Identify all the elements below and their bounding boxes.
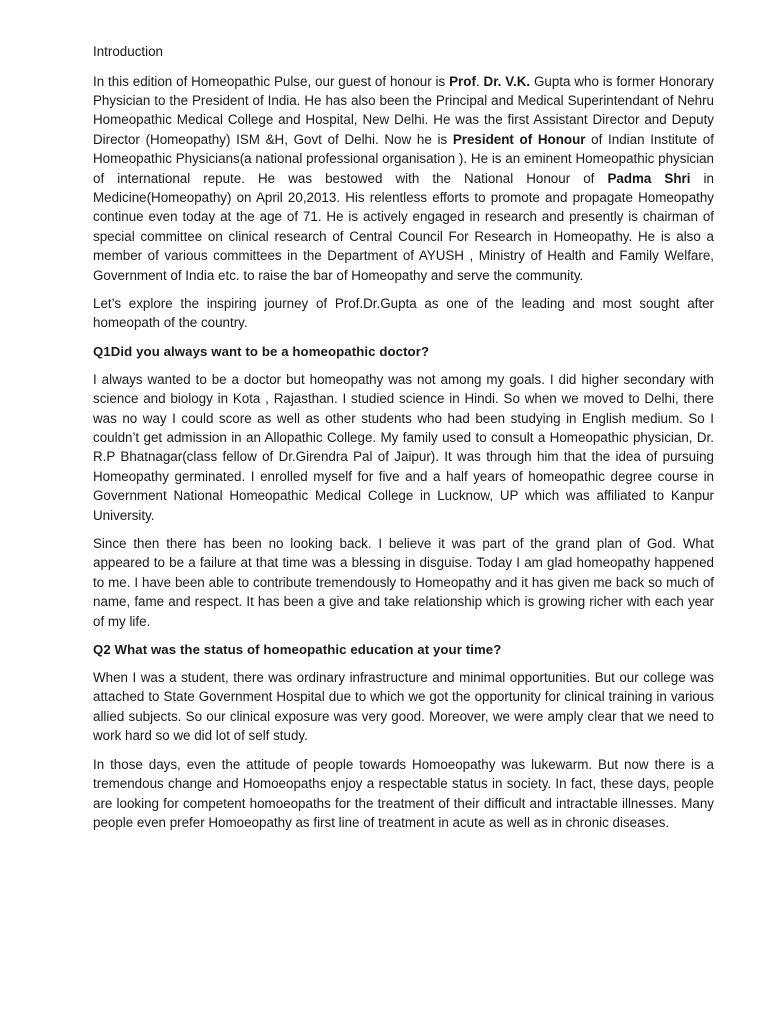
answer-1-paragraph-1: I always wanted to be a doctor but homeopathy was not among my goals. I did higher secondary with science and biology in Kota , Rajasthan. I studied science in Hindi. So when we moved to Delhi, there was no way I could score as well as other students who had been studying in English medium. So I couldn’t get admission in an Allopathic College. My family used to consult a Homeopathic physician, Dr. R.P Bhatnagar(class fellow of Dr.Girendra Pal of Jaipur). It was through him that the idea of pursuing Homeopathy germinated. I enrolled myself for five and a half years of homeopathic degree course in Government National Homeopathic Medical College in Lucknow, UP which was affiliated to Kanpur University. <box>93 371 714 523</box>
answer-2-paragraph-1: When I was a student, there was ordinary infrastructure and minimal opportunities. But our college was attached to State Government Hospital due to which we got the opportunity for clinical training in various allied subjects. So our clinical exposure was very good. Moreover, we were amply clear that we need to work hard so we did lot of self study. <box>93 670 714 744</box>
intro-bold-name: Dr. V.K. <box>483 73 531 89</box>
intro-text: of Indian Institute of Homeopathic Physicians(a national professional organisation ). He is an eminent Homeopathic physician of international repute. He was bestowed with the National Honour of <box>93 131 714 186</box>
intro-paragraph-2: Let’s explore the inspiring journey of Prof.Dr.Gupta as one of the leading and most sought after homeopath of the country. <box>93 295 714 331</box>
answer-1-paragraph-2: Since then there has been no looking back. I believe it was part of the grand plan of God. What appeared to be a failure at that time was a blessing in disguise. Today I am glad homeopathy happened to me. I have been able to contribute tremendously to Homeopathy and it has given me back so much of name, fame and respect. It has been a give and take relationship which is growing richer with each year of my life. <box>93 536 714 629</box>
intro-bold-prof: Prof <box>449 73 476 89</box>
intro-text: in Medicine(Homeopathy) on April 20,2013. His relentless efforts to promote and propagate Homeopathy continue even today at the age of 71. He is actively engaged in research and presently is chairman of special committee on clinical research of Central Council For Research in Homeopathy. He is also a member of various committees in the Department of AYUSH , Ministry of Health and Family Welfare, Government of India etc. to raise the bar of Homeopathy and serve the community. <box>93 170 714 283</box>
intro-text: . <box>475 73 484 89</box>
question-1: Q1Did you always want to be a homeopathic doctor? <box>93 343 430 359</box>
question-2: Q2 What was the status of homeopathic education at your time? <box>93 642 502 658</box>
intro-bold-padma-shri: Padma Shri <box>607 170 691 186</box>
intro-paragraph <box>93 72 714 285</box>
intro-text: In this edition of Homeopathic Pulse, our guest of honour is <box>93 73 450 89</box>
intro-text: Gupta who is former Honorary Physician to the President of India. He has also been the Principal and Medical Superintendant of Nehru Homeopathic Medical College and Hospital, New Delhi. He was the first Assistant Director and Deputy Director (Homeopathy) ISM &H, Govt of Delhi. Now he is <box>93 73 714 147</box>
intro-heading: Introduction <box>93 44 163 59</box>
answer-2-paragraph-2: In those days, even the attitude of people towards Homoeopathy was lukewarm. But now there is a tremendous change and Homoeopaths enjoy a respectable status in society. In fact, these days, people are looking for competent homoeopaths for the treatment of their difficult and intractable illnesses. Many people even prefer Homoeopathy as first line of treatment in acute as well as in chronic diseases. <box>93 756 714 830</box>
intro-bold-president: President of Honour <box>452 131 586 147</box>
